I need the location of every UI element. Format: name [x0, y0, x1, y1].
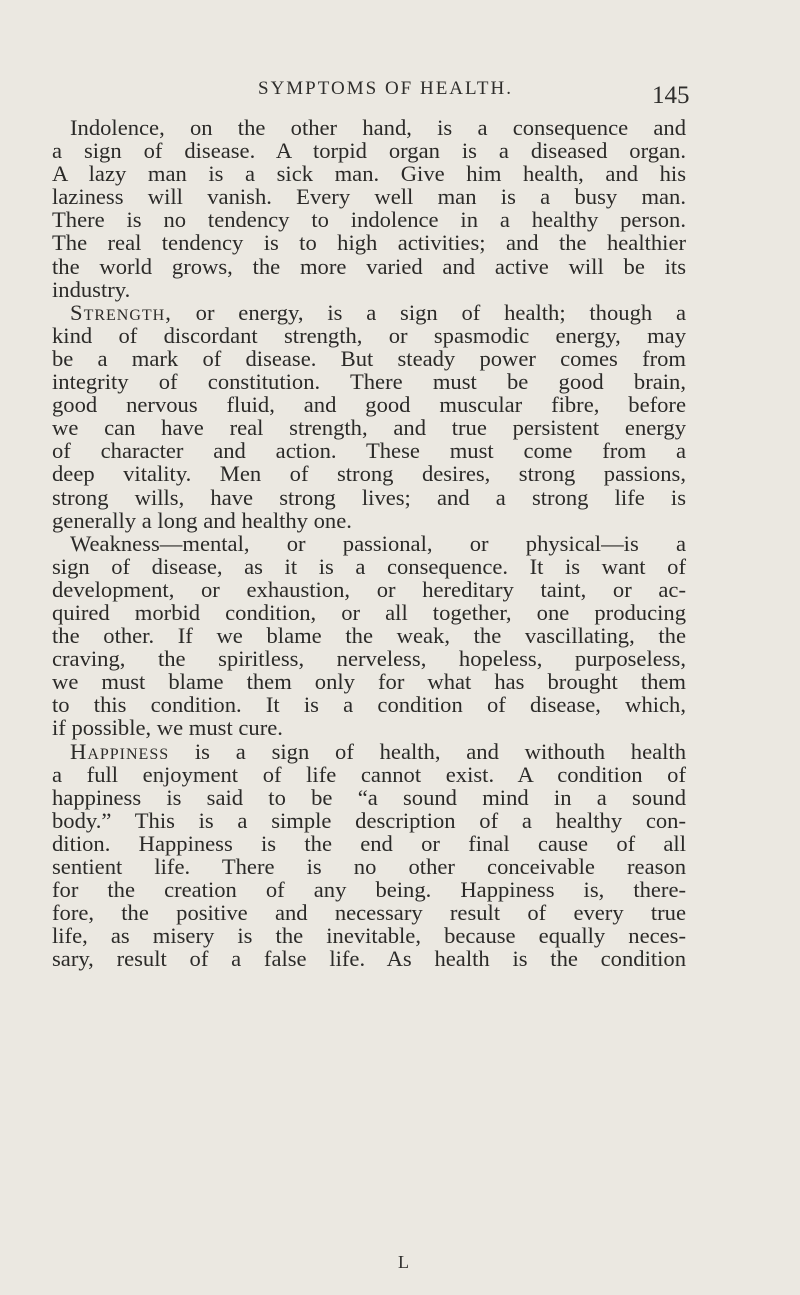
text-line: dition. Happiness is the end or final cause of all	[52, 830, 686, 856]
text-line: deep vitality. Men of strong desires, strong passions,	[52, 461, 686, 487]
text-line: for the creation of any being. Happiness is, there-	[52, 877, 686, 903]
paragraph-lead-line	[52, 740, 686, 763]
text-line: sign of disease, as it is a consequence. It is want of	[52, 553, 686, 579]
paragraph-lead-line	[52, 301, 686, 324]
text-line: of character and action. These must come from a	[52, 438, 686, 464]
text-line: integrity of constitution. There must be good brain,	[52, 369, 686, 395]
text-line: strong wills, have strong lives; and a strong life is	[52, 484, 686, 510]
text-line: generally a long and healthy one.	[52, 507, 352, 533]
text-line: we must blame them only for what has brought them	[52, 669, 686, 695]
body-text	[52, 116, 686, 970]
text-line: The real tendency is to high activities; and the healthier	[52, 230, 686, 256]
signature-mark: L	[398, 1252, 409, 1272]
text-line: There is no tendency to indolence in a healthy person.	[52, 207, 686, 233]
text-line: be a mark of disease. But steady power comes from	[52, 345, 686, 371]
text-line-rest: or energy, is a sign of health; though a	[171, 299, 686, 325]
text-line: industry.	[52, 276, 131, 302]
text-line: A lazy man is a sick man. Give him health, and his	[52, 161, 686, 187]
text-line: kind of discordant strength, or spasmodic energy, may	[52, 322, 686, 348]
text-line: happiness is said to be “a sound mind in a sound	[52, 784, 686, 810]
text-line: fore, the positive and necessary result of every true	[52, 900, 686, 926]
text-line: craving, the spiritless, nerveless, hopeless, purposeless,	[52, 646, 686, 672]
paragraph-lead-word: Strength,	[70, 299, 172, 325]
text-line: if possible, we must cure.	[52, 715, 283, 741]
page-number: 145	[652, 82, 690, 109]
text-line: laziness will vanish. Every well man is a busy man.	[52, 184, 686, 210]
text-line: the other. If we blame the weak, the vascillating, the	[52, 623, 686, 649]
text-line-rest: is a sign of health, and withouth health	[169, 738, 686, 764]
text-line: good nervous fluid, and good muscular fibre, before	[52, 392, 686, 418]
text-line: quired morbid condition, or all together, one producing	[52, 599, 686, 625]
text-line: sentient life. There is no other conceivable reason	[52, 854, 686, 879]
text-line: a sign of disease. A torpid organ is a diseased organ.	[52, 138, 686, 164]
text-line: sary, result of a false life. As health is the condition	[52, 946, 686, 972]
text-line: development, or exhaustion, or hereditary taint, or ac-	[52, 576, 686, 602]
text-line: the world grows, the more varied and active will be its	[52, 253, 686, 279]
text-line: Weakness—mental, or passional, or physical—is a	[70, 530, 686, 556]
text-line: a full enjoyment of life cannot exist. A condition of	[52, 761, 686, 787]
text-line: to this condition. It is a condition of disease, which,	[52, 692, 686, 718]
text-line: Indolence, on the other hand, is a consequence and	[70, 115, 686, 140]
text-line: body.” This is a simple description of a healthy con-	[52, 807, 686, 833]
paragraph-lead-word: Happiness	[70, 738, 170, 764]
text-line: life, as misery is the inevitable, because equally neces-	[52, 923, 686, 949]
running-title: SYMPTOMS OF HEALTH.	[258, 78, 513, 99]
text-line: we can have real strength, and true persistent energy	[52, 415, 686, 441]
